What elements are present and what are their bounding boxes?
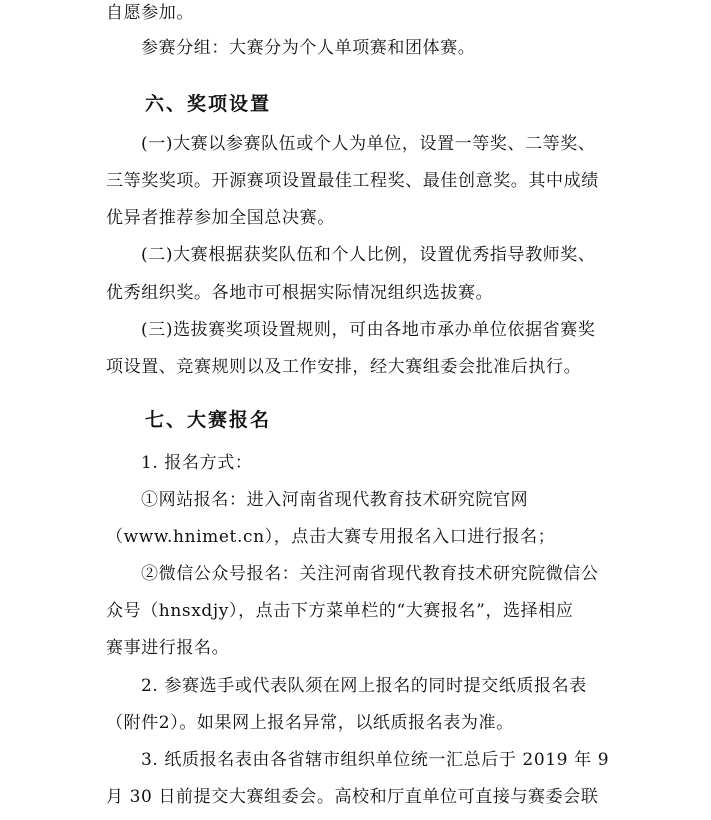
paragraph-line: （附件2）。如果网上报名异常，以纸质报名表为准。 (106, 713, 514, 733)
paragraph-line: 月 30 日前提交大赛组委会。高校和厅直单位可直接与赛委会联 (106, 787, 599, 807)
section-heading-registration: 七、大赛报名 (145, 409, 272, 431)
paragraph-line: 优异者推荐参加全国总决赛。 (106, 208, 335, 228)
paragraph-line: 三等奖奖项。开源赛项设置最佳工程奖、最佳创意奖。其中成绩 (106, 171, 599, 191)
paragraph-line: (三)选拔赛奖项设置规则，可由各地市承办单位依据省赛奖 (141, 320, 596, 340)
paragraph-line: 2. 参赛选手或代表队须在网上报名的同时提交纸质报名表 (141, 676, 587, 696)
paragraph-line: （www.hnimet.cn），点击大赛专用报名入口进行报名； (106, 527, 556, 547)
paragraph-line: 参赛分组：大赛分为个人单项赛和团体赛。 (141, 38, 476, 58)
paragraph-line: 项设置、竞赛规则以及工作安排，经大赛组委会批准后执行。 (106, 357, 582, 377)
paragraph-line: ①网站报名：进入河南省现代教育技术研究院官网 (141, 490, 529, 510)
paragraph-line: 众号（hnsxdjy），点击下方菜单栏的“大赛报名”，选择相应 (106, 601, 574, 621)
paragraph-line: 3. 纸质报名表由各省辖市组织单位统一汇总后于 2019 年 9 (141, 750, 610, 770)
paragraph-line: 优秀组织奖。各地市可根据实际情况组织选拔赛。 (106, 283, 494, 303)
paragraph-line: 赛事进行报名。 (106, 638, 230, 658)
section-heading-awards: 六、奖项设置 (145, 93, 272, 115)
paragraph-line: ②微信公众号报名：关注河南省现代教育技术研究院微信公 (141, 564, 599, 584)
paragraph-line: (一)大赛以参赛队伍或个人为单位，设置一等奖、二等奖、 (141, 134, 596, 154)
paragraph-line: 1. 报名方式： (141, 453, 253, 473)
paragraph-line: (二)大赛根据获奖队伍和个人比例，设置优秀指导教师奖、 (141, 245, 596, 265)
paragraph-line: 自愿参加。 (106, 3, 194, 23)
